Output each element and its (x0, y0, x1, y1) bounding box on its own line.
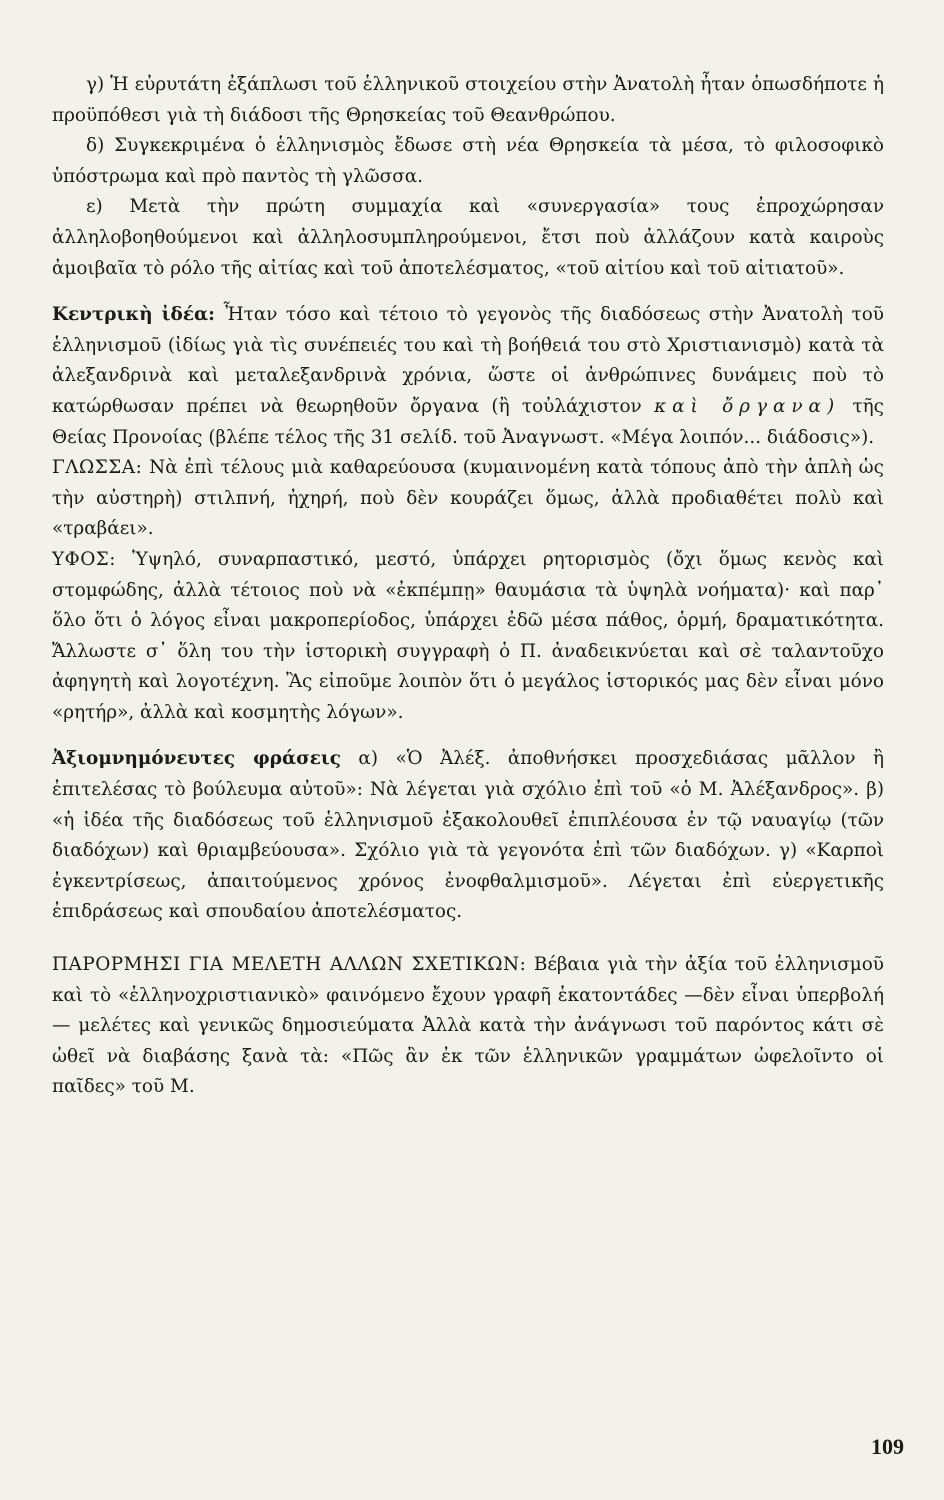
paragraph-gamma: γ) Ἡ εὐρυτάτη ἐξάπλωσι τοῦ ἑλληνικοῦ στοιχείου στὴν Ἀνατολὴ ἦταν ὁπωσδήποτε ἡ προϋπόθεσι γιὰ τὴ διάδοσι τῆς Θρησκείας τοῦ Θεανθρώπου. (52, 74, 884, 126)
text-block (52, 70, 884, 1103)
language-label: ΓΛΩΣΣΑ: (52, 457, 143, 479)
page-number: 109 (871, 1434, 904, 1459)
style-label: ΥΦΟΣ: (52, 548, 116, 570)
urge-paragraph (52, 950, 884, 1103)
central-idea-text-b: τῆς Θείας Προνοίας (βλέπε τέλος τῆς 31 σελίδ. τοῦ Ἀναγνωστ. «Μέγα λοιπόν... διάδοσις»). (52, 395, 884, 448)
phrases-paragraph (52, 744, 884, 928)
language-text: Νὰ ἐπὶ τέλους μιὰ καθαρεύουσα (κυμαινομένη κατὰ τόπους ἀπὸ τὴν ἁπλὴ ὡς τὴν αὐστηρὴ) στιλπνή, ἠχηρή, ποὺ δὲν κουράζει ὅμως, ἀλλὰ προδιαθέτει πολὺ καὶ «τραβάει». (52, 457, 884, 540)
central-idea-paragraph (52, 300, 884, 453)
phrases-text: α) «Ὁ Ἀλέξ. ἀποθνήσκει προσχεδιάσας μᾶλλον ἢ ἐπιτελέσας τὸ βούλευμα αὐτοῦ»: Νὰ λέγεται γιὰ σχόλιο ἐπὶ τοῦ «ὁ Μ. Ἀλέξανδρος». β) «ἡ ἰδέα τῆς διαδόσεως τοῦ ἑλληνισμοῦ ἐξακολουθεῖ ἐπιπλέουσα ἐν τῷ ναυαγίῳ (τῶν διαδόχων) καὶ θριαμβεύουσα». Σχόλιο γιὰ τὰ γεγονότα ἐπὶ τῶν διαδόχων. γ) «Καρποὶ ἐγκεντρίσεως, ἀπαιτούμενος χρόνος ἐνοφθαλμισμοῦ». Λέγεται ἐπὶ εὐεργετικῆς ἐπιδράσεως καὶ σπουδαίου ἀποτελέσματος. (52, 748, 884, 923)
urge-text: Βέβαια γιὰ τὴν ἀξία τοῦ ἑλληνισμοῦ καὶ τὸ «ἑλληνοχριστιανικὸ» φαινόμενο ἔχουν γραφῆ ἑκατοντάδες —δὲν εἶναι ὑπερβολή— μελέτες καὶ γενικῶς δημοσιεύματα Ἀλλὰ κατὰ τὴν ἀνάγνωσι τοῦ παρόντος κάτι σὲ ὠθεῖ νὰ διαβάσης ξανὰ τὰ: «Πῶς ἂν ἐκ τῶν ἑλληνικῶν γραμμάτων ὠφελοῖντο οἱ παῖδες» τοῦ Μ. (52, 954, 884, 1098)
urge-label: ΠΑΡΟΡΜΗΣΙ ΓΙΑ ΜΕΛΕΤΗ ΑΛΛΩΝ ΣΧΕΤΙΚΩΝ: (52, 954, 527, 976)
paragraph-epsilon: ε) Μετὰ τὴν πρώτη συμμαχία καὶ «συνεργασία» τους ἐπροχώρησαν ἀλληλοβοηθούμενοι καὶ ἀλληλοσυμπληρούμενοι, ἔτσι ποὺ ἀλλάζουν κατὰ καιροὺς ἀμοιβαῖα τὸ ρόλο τῆς αἰτίας καὶ τοῦ ἀποτελέσματος, «τοῦ αἰτίου καὶ τοῦ αἰτιατοῦ». (52, 196, 884, 279)
language-paragraph (52, 453, 884, 545)
paragraph-delta: δ) Συγκεκριμένα ὁ ἑλληνισμὸς ἔδωσε στὴ νέα Θρησκεία τὰ μέσα, τὸ φιλοσοφικὸ ὑπόστρωμα καὶ πρὸ παντὸς τὴ γλῶσσα. (52, 135, 884, 187)
central-idea-spaced: καὶ ὄργανα) (654, 395, 841, 417)
central-idea-label: Κεντρικὴ ἰδέα: (52, 304, 215, 326)
style-text: Ὑψηλό, συναρπαστικό, μεστό, ὑπάρχει ρητορισμὸς (ὄχι ὅμως κενὸς καὶ στομφώδης, ἀλλὰ τέτοιος ποὺ νὰ «ἐκπέμπῃ» θαυμάσια τὰ ὑψηλὰ νοήματα)· καὶ παρ᾽ ὅλο ὅτι ὁ λόγος εἶναι μακροπερίοδος, ὑπάρχει ἐδῶ μέσα πάθος, ὁρμή, δραματικότητα. Ἄλλωστε σ᾽ ὅλη του τὴν ἱστορικὴ συγγραφὴ ὁ Π. ἀναδεικνύεται καὶ σὲ ταλαντοῦχο ἀφηγητὴ καὶ λογοτέχνη. Ἂς εἰποῦμε λοιπὸν ὅτι ὁ μεγάλος ἱστορικός μας δὲν εἶναι μόνο «ρητήρ», ἀλλὰ καὶ κοσμητὴς λόγων». (52, 548, 884, 723)
phrases-label: Ἀξιομνημόνευτες φράσεις (52, 748, 341, 770)
style-paragraph (52, 545, 884, 729)
central-idea-text-a: Ἦταν τόσο καὶ τέτοιο τὸ γεγονὸς τῆς διαδόσεως στὴν Ἀνατολὴ τοῦ ἑλληνισμοῦ (ἰδίως γιὰ τὶς συνέπειές του καὶ τὴ βοήθειά του στὸ Χριστιανισμὸ) κατὰ τὰ ἀλεξανδρινὰ καὶ μεταλεξανδρινὰ χρόνια, ὥστε οἱ ἀνθρώπινες δυνάμεις ποὺ τὸ κατώρθωσαν πρέπει νὰ θεωρηθοῦν ὄργανα (ἢ τοὐλάχιστον (52, 304, 884, 417)
